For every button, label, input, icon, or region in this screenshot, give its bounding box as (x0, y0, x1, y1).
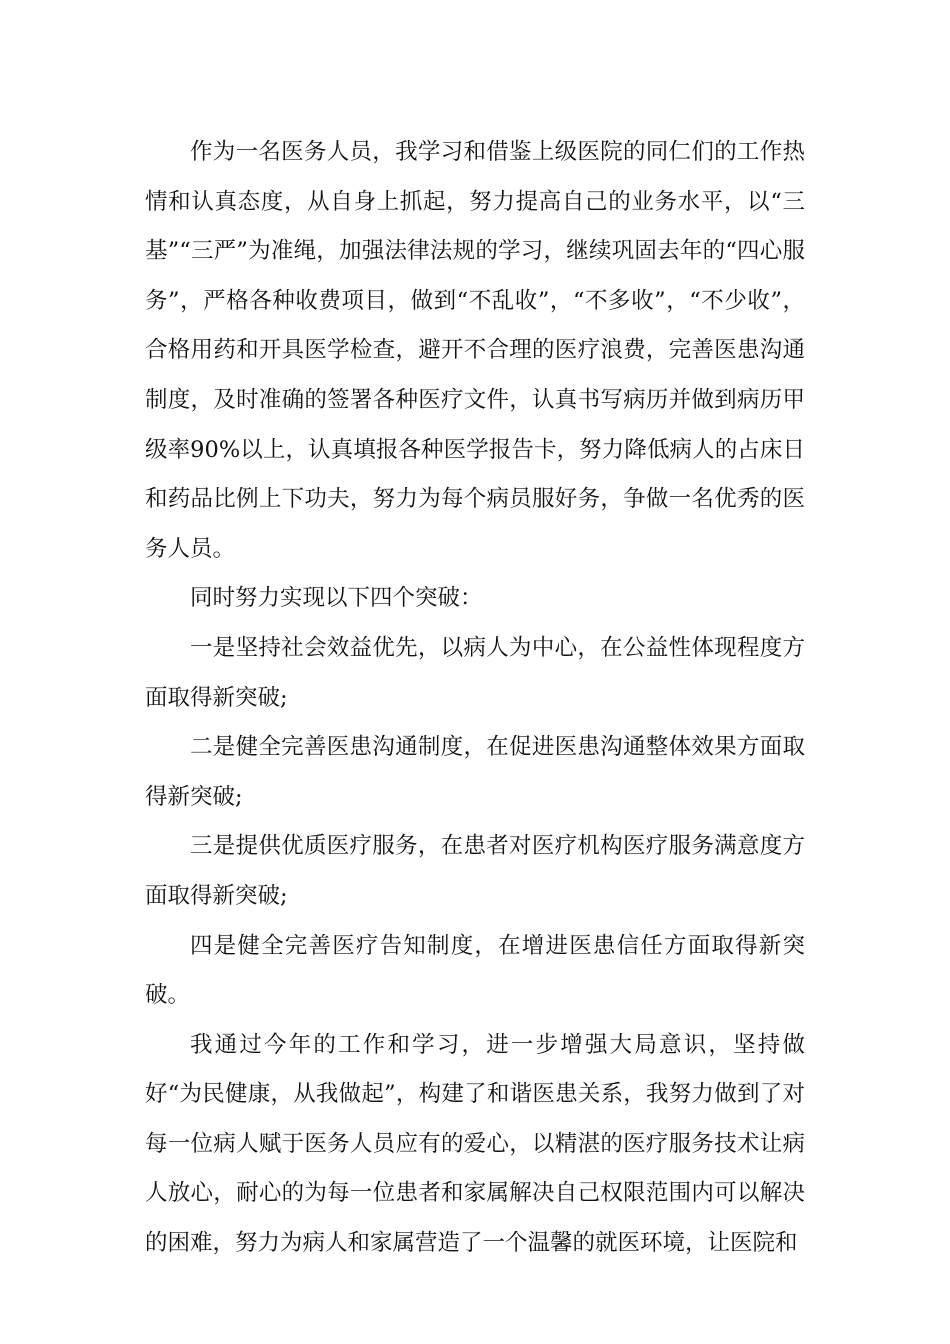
document-body (145, 128, 805, 1269)
paragraph-four-breakthroughs-intro: 同时努力实现以下四个突破： (190, 585, 483, 612)
paragraph-annual-summary: 我通过今年的工作和学习，进一步增强大局意识，坚持做好“为民健康，从我做起”，构建了和谐医患关系，我努力做到了对每一位病人赋于医务人员应有的爱心，以精湛的医疗服务技术让病人放心，耐心的为每一位患者和家属解决自己权限范围内可以解决的困难，努力为病人和家属营造了一个温馨的就医环境，让医院和 (145, 1031, 805, 1257)
paragraph-work-attitude: 作为一名医务人员，我学习和借鉴上级医院的同仁们的工作热情和认真态度，从自身上抓起，努力提高自己的业务水平，以“三基”“三严”为准绳，加强法律法规的学习，继续巩固去年的“四心服务”，严格各种收费项目，做到“不乱收”，“不多收”，“不少收”，合格用药和开具医学检查，避开不合理的医疗浪费，完善医患沟通制度，及时准确的签署各种医疗文件，认真书写病历并做到病历甲级率90%以上，认真填报各种医学报告卡，努力降低病人的占床日和药品比例上下功夫，努力为每个病员服好务，争做一名优秀的医务人员。 (145, 139, 805, 562)
paragraph-breakthrough-2: 二是健全完善医患沟通制度，在促进医患沟通整体效果方面取得新突破; (145, 734, 805, 810)
paragraph-breakthrough-1: 一是坚持社会效益优先，以病人为中心，在公益性体现程度方面取得新突破; (145, 634, 805, 711)
paragraph-breakthrough-3: 三是提供优质医疗服务，在患者对医疗机构医疗服务满意度方面取得新突破; (145, 833, 805, 909)
paragraph-breakthrough-4: 四是健全完善医疗告知制度，在增进医患信任方面取得新突破。 (145, 932, 805, 1009)
